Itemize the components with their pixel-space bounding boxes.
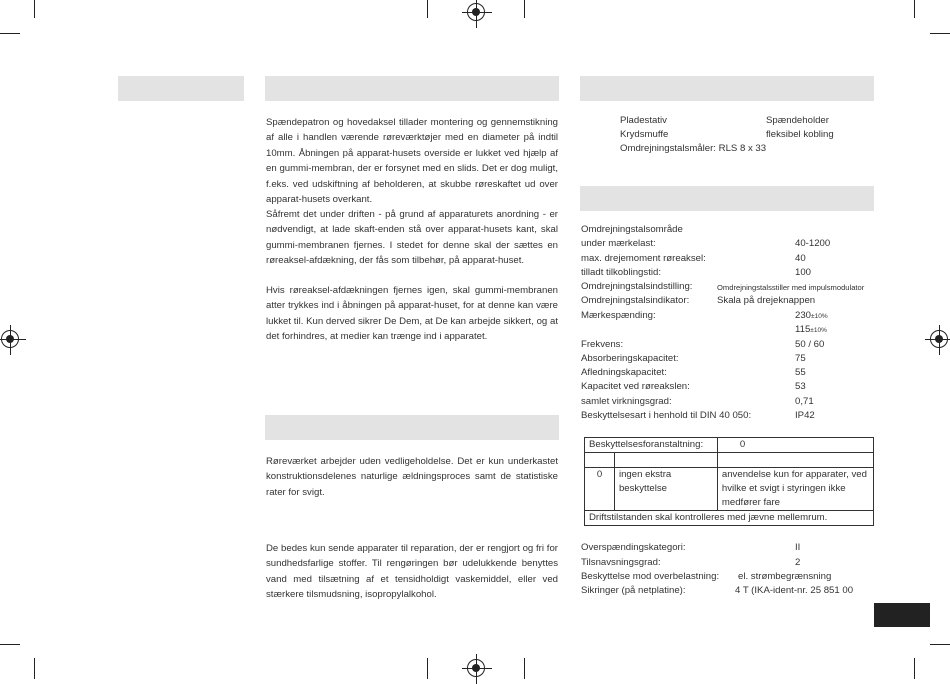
header-bar	[265, 415, 559, 440]
protection-header-value	[717, 438, 873, 453]
protection-note: Driftstilstanden skal kontrolleres med jævne mellemrum.	[585, 511, 874, 526]
protection-class: 0	[585, 468, 615, 511]
body-paragraph: Såfremt det under driften - på grund af apparaturets anordning - er nødvendigt, at lade skaft-enden stå over apparat-husets kant, skal gummi-membranen fjernes. I stedet for denne skal der sættes en røreaksel-afdækning, der fås som tilbehør, på apparat-huset.	[266, 209, 558, 267]
spec-label: Mærkespænding:	[581, 310, 656, 321]
protection-header-label: Beskyttelsesforanstaltning:	[585, 438, 718, 453]
body-paragraph: Røreværket arbejder uden vedligeholdelse. Det er kun underkastet konstruktionsdelenes naturlige ældningsproces samt de statistiske rater for svigt.	[266, 456, 558, 498]
spec-label: Beskyttelse mod overbelastning:	[581, 571, 720, 582]
spec-value	[795, 323, 827, 338]
protection-empty-cell	[717, 453, 873, 468]
spec-label: Omdrejningstalsindstilling:	[581, 281, 693, 292]
spec-label: Frekvens:	[581, 339, 624, 350]
body-paragraph: Spændepatron og hovedaksel tillader montering og gennemstikning af alle i handlen værende røreværktøjer med en diameter på indtil 10mm. Åbningen på apparat-husets overside er lukket ved hjælp af en gummi-membran, der er forsynet med en slids. Det er dog muligt, f.eks. ved udskiftning af beholderen, at skubbe røreskaftet ud over apparat-husets overkant.	[266, 117, 558, 206]
accessory-item: Omdrejningstalsmåler: RLS 8 x 33	[620, 143, 767, 154]
spec-label: samlet virkningsgrad:	[581, 396, 672, 407]
tolerance: ±10%	[811, 313, 828, 320]
spec-label: Kapacitet ved røreakslen:	[581, 381, 690, 392]
spec-label: Afledningskapacitet:	[581, 367, 667, 378]
header-bar	[580, 76, 874, 101]
spec-label: max. drejemoment røreaksel:	[581, 253, 706, 264]
protection-empty-cell	[614, 453, 717, 468]
spec-label: Omdrejningstalsområde	[581, 224, 683, 235]
spec-value: 53	[795, 381, 806, 392]
spec-label: under mærkelast:	[581, 238, 656, 249]
spec-label: tilladt tilkoblingstid:	[581, 267, 661, 278]
spec-value: el. strømbegrænsning	[738, 571, 832, 582]
header-bar	[265, 76, 559, 101]
spec-value: 75	[795, 353, 806, 364]
accessory-item: Krydsmuffe	[620, 129, 669, 140]
protection-desc: ingen ekstra beskyttelse	[614, 468, 717, 511]
spec-label: Omdrejningstalsindikator:	[581, 295, 690, 306]
registration-mark-icon	[1, 330, 19, 348]
crop-mark	[930, 644, 950, 645]
protection-table	[584, 437, 874, 526]
spec-value	[795, 309, 828, 324]
spec-label: Absorberingskapacitet:	[581, 353, 679, 364]
spec-value: II	[795, 542, 801, 553]
header-bar	[580, 186, 874, 211]
spec-label: Overspændingskategori:	[581, 542, 686, 553]
spec-label: Sikringer (på netplatine):	[581, 585, 686, 596]
protection-header-value-text: 0	[739, 439, 746, 450]
protection-usage: anvendelse kun for apparater, ved hvilke et svigt i styringen ikke medfører fare	[717, 468, 873, 511]
crop-mark	[914, 0, 915, 18]
crop-mark	[930, 33, 950, 34]
voltage-value: 230	[795, 310, 812, 321]
spec-value: 100	[795, 267, 812, 278]
body-paragraph: De bedes kun sende apparater til reparation, der er rengjort og fri for sundhedsfarlige stoffer. Til rengøringen bør udelukkende benyttes vand med tilsætning af et tensidholdigt vaskemiddel, eller ved stærkere tilsmudsning, isopropylalkohol.	[266, 543, 558, 601]
protection-empty-cell	[585, 453, 615, 468]
spec-value: 4 T (IKA-ident-nr. 25 851 00	[735, 585, 854, 596]
body-paragraph: Hvis røreaksel-afdækningen fjernes igen, skal gummi-membranen atter trykkes ind i åbningen på apparat-huset, for at denne kan være lukket til. Kun derved sikrer De Dem, at De kan arbejde sikkert, og at det forhindres, at medier kan trænge ind i apparatet.	[266, 285, 558, 343]
spec-value: 40	[795, 253, 806, 264]
header-bar	[118, 76, 244, 101]
page-number-box	[874, 603, 930, 627]
spec-value: 55	[795, 367, 806, 378]
spec-value: 50 / 60	[795, 339, 825, 350]
voltage-value: 115	[795, 324, 811, 335]
crop-mark	[427, 0, 428, 18]
accessory-item: Pladestativ	[620, 115, 667, 126]
crop-mark	[34, 0, 35, 18]
crop-mark	[34, 658, 35, 679]
crop-mark	[524, 0, 525, 18]
crop-mark	[427, 658, 428, 679]
spec-label: Tilsnavsningsgrad:	[581, 557, 661, 568]
accessory-item: fleksibel kobling	[766, 129, 834, 140]
spec-value: Skala på drejeknappen	[717, 295, 816, 306]
registration-mark-icon	[467, 3, 485, 21]
spec-value: IP42	[795, 410, 815, 421]
spec-label: Beskyttelsesart i henhold til DIN 40 050:	[581, 410, 752, 421]
spec-value: 0,71	[795, 396, 814, 407]
accessory-item: Spændeholder	[766, 115, 829, 126]
crop-mark	[524, 658, 525, 679]
spec-value: 40-1200	[795, 238, 831, 249]
spec-value: Omdrejningstalsstiller med impulsmodulator	[717, 283, 865, 292]
crop-mark	[914, 658, 915, 679]
crop-mark	[0, 33, 20, 34]
spec-value: 2	[795, 557, 801, 568]
registration-mark-icon	[930, 330, 948, 348]
registration-mark-icon	[467, 659, 485, 677]
crop-mark	[0, 644, 20, 645]
tolerance: ±10%	[810, 327, 827, 334]
